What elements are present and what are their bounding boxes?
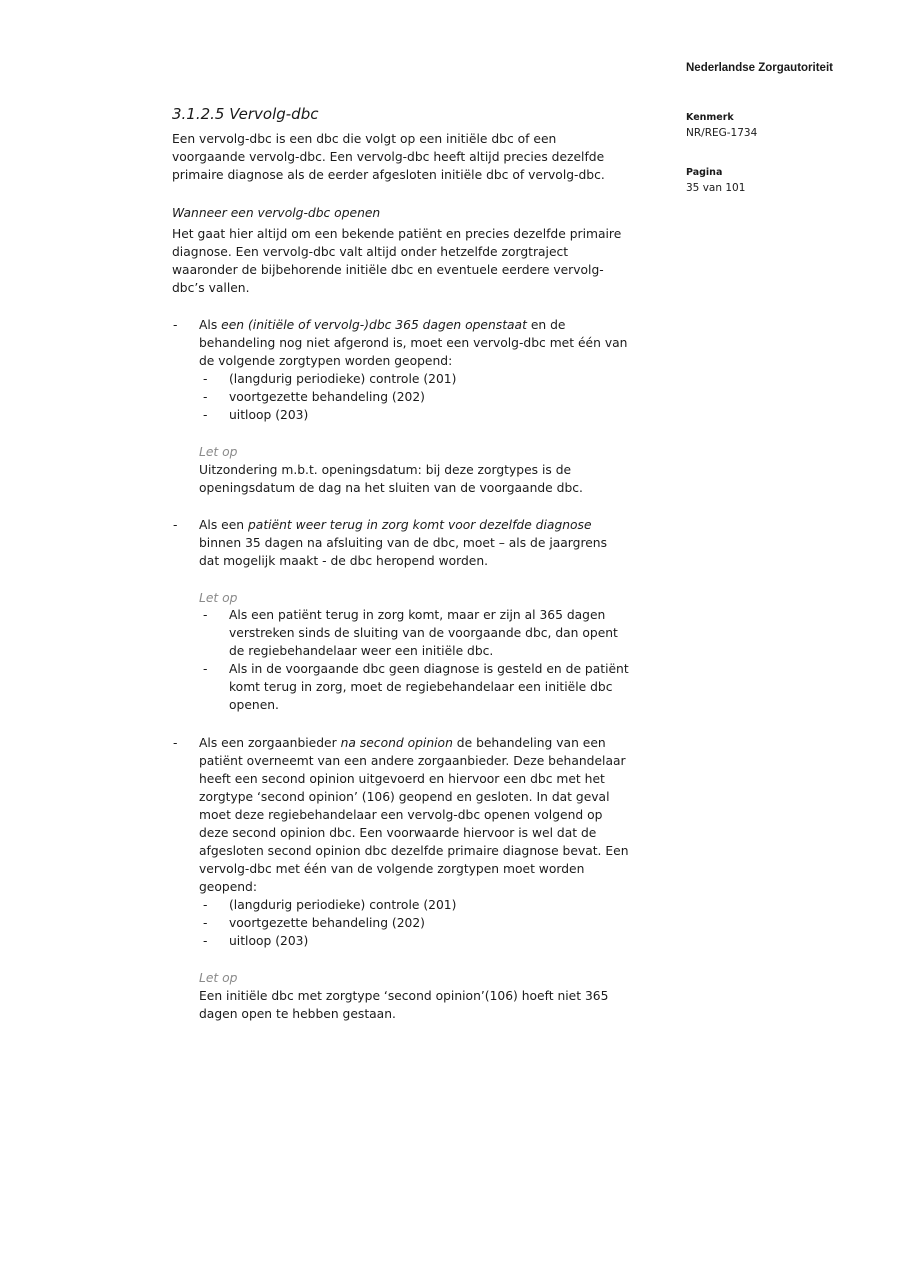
sub-item: (langdurig periodieke) controle (201) bbox=[229, 898, 457, 912]
bullet-line: binnen 35 dagen na afsluiting van de dbc, moet – als de jaargrens bbox=[199, 536, 608, 550]
note-line: openingsdatum de dag na het sluiten van de voorgaande dbc. bbox=[199, 481, 583, 495]
sub-item: (langdurig periodieke) controle (201) bbox=[229, 372, 457, 386]
sub-dash: - bbox=[203, 898, 208, 912]
sub-dash: - bbox=[203, 390, 208, 404]
note-line: verstreken sinds de sluiting van de voorgaande dbc, dan opent bbox=[229, 626, 618, 640]
bullet-line: deze second opinion dbc. Een voorwaarde hiervoor is wel dat de bbox=[199, 826, 597, 840]
kenmerk-label: Kenmerk bbox=[686, 112, 734, 123]
organization-name: Nederlandse Zorgautoriteit bbox=[686, 62, 833, 74]
subheading: Wanneer een vervolg-dbc openen bbox=[172, 206, 381, 220]
para-line: dbc’s vallen. bbox=[172, 281, 250, 295]
sub-dash: - bbox=[203, 372, 208, 386]
bullet-line: Als een (initiële of vervolg-)dbc 365 dagen openstaat en de bbox=[199, 318, 566, 332]
para-line: waaronder de bijbehorende initiële dbc en eventuele eerdere vervolg- bbox=[172, 263, 604, 277]
sub-dash: - bbox=[203, 408, 208, 422]
bullet-line: vervolg-dbc met één van de volgende zorgtypen moet worden bbox=[199, 862, 585, 876]
bullet-line: Als een zorgaanbieder na second opinion de behandeling van een bbox=[199, 736, 606, 750]
bullet-dash: - bbox=[173, 736, 178, 750]
note-line: Een initiële dbc met zorgtype ‘second opinion’(106) hoeft niet 365 bbox=[199, 989, 609, 1003]
bullet-line: Als een patiënt weer terug in zorg komt voor dezelfde diagnose bbox=[199, 518, 592, 532]
sub-dash: - bbox=[203, 662, 208, 676]
bullet-dash: - bbox=[173, 518, 178, 532]
note-line: openen. bbox=[229, 698, 279, 712]
pagina-label: Pagina bbox=[686, 167, 723, 178]
pagina-value: 35 van 101 bbox=[686, 182, 746, 194]
intro-line: voorgaande vervolg-dbc. Een vervolg-dbc heeft altijd precies dezelfde bbox=[172, 150, 605, 164]
sub-item: uitloop (203) bbox=[229, 934, 309, 948]
note-line: Uitzondering m.b.t. openingsdatum: bij deze zorgtypes is de bbox=[199, 463, 572, 477]
sub-item: voortgezette behandeling (202) bbox=[229, 390, 425, 404]
bullet-line: dat mogelijk maakt - de dbc heropend worden. bbox=[199, 554, 489, 568]
para-line: diagnose. Een vervolg-dbc valt altijd onder hetzelfde zorgtraject bbox=[172, 245, 569, 259]
let-op-label: Let op bbox=[199, 971, 238, 985]
note-line: de regiebehandelaar weer een initiële dbc. bbox=[229, 644, 494, 658]
note-line: Als in de voorgaande dbc geen diagnose is gesteld en de patiënt bbox=[229, 662, 629, 676]
sub-item: voortgezette behandeling (202) bbox=[229, 916, 425, 930]
para-line: Het gaat hier altijd om een bekende patiënt en precies dezelfde primaire bbox=[172, 227, 622, 241]
note-line: dagen open te hebben gestaan. bbox=[199, 1007, 396, 1021]
bullet-line: patiënt overneemt van een andere zorgaanbieder. Deze behandelaar bbox=[199, 754, 626, 768]
note-line: komt terug in zorg, moet de regiebehandelaar een initiële dbc bbox=[229, 680, 613, 694]
let-op-label: Let op bbox=[199, 591, 238, 605]
sub-item: uitloop (203) bbox=[229, 408, 309, 422]
intro-line: Een vervolg-dbc is een dbc die volgt op een initiële dbc of een bbox=[172, 132, 557, 146]
note-line: Als een patiënt terug in zorg komt, maar er zijn al 365 dagen bbox=[229, 608, 606, 622]
let-op-label: Let op bbox=[199, 445, 238, 459]
bullet-dash: - bbox=[173, 318, 178, 332]
bullet-line: de volgende zorgtypen worden geopend: bbox=[199, 354, 453, 368]
sub-dash: - bbox=[203, 608, 208, 622]
bullet-line: geopend: bbox=[199, 880, 258, 894]
bullet-line: behandeling nog niet afgerond is, moet een vervolg-dbc met één van bbox=[199, 336, 628, 350]
kenmerk-value: NR/REG-1734 bbox=[686, 127, 758, 139]
sub-dash: - bbox=[203, 934, 208, 948]
section-heading: 3.1.2.5 Vervolg-dbc bbox=[172, 105, 319, 123]
bullet-line: zorgtype ‘second opinion’ (106) geopend en gesloten. In dat geval bbox=[199, 790, 610, 804]
sub-dash: - bbox=[203, 916, 208, 930]
bullet-line: afgesloten second opinion dbc dezelfde primaire diagnose bevat. Een bbox=[199, 844, 629, 858]
bullet-line: moet deze regiebehandelaar een vervolg-dbc openen volgend op bbox=[199, 808, 603, 822]
intro-line: primaire diagnose als de eerder afgesloten initiële dbc of vervolg-dbc. bbox=[172, 168, 605, 182]
bullet-line: heeft een second opinion uitgevoerd en hiervoor een dbc met het bbox=[199, 772, 605, 786]
